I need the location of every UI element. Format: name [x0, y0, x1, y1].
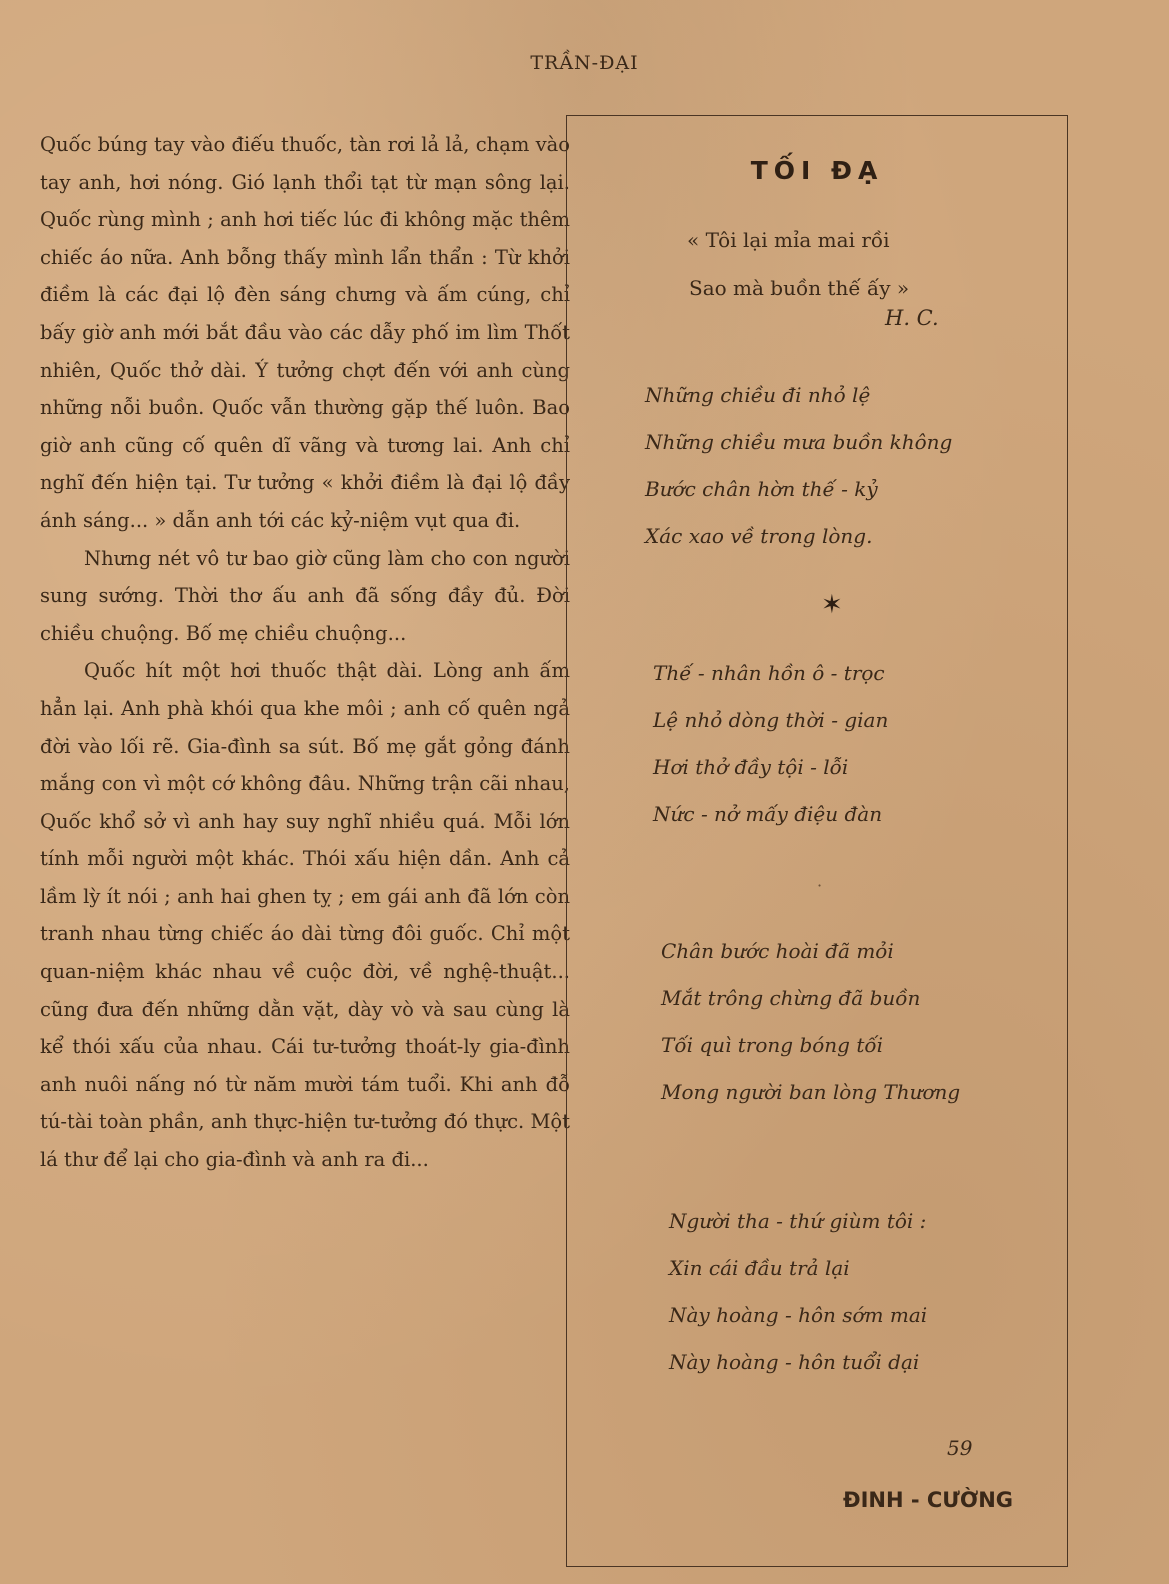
poem-line: Mắt trông chừng đã buồn — [661, 986, 921, 1010]
poem-line: Xác xao về trong lòng. — [645, 524, 873, 548]
poem-title: TỐI ĐẠ — [750, 156, 884, 185]
epigraph-author: H. C. — [885, 306, 939, 330]
epigraph-line: Sao mà buồn thế ấy » — [689, 276, 910, 300]
story-paragraph: Quốc hít một hơi thuốc thật dài. Lòng anh ấm hẳn lại. Anh phà khói qua khe môi ; anh cố quên ngả đời vào lối rẽ. Gia-đình sa sút. Bố mẹ gắt gỏng đánh mắng con vì một cớ không đâu. Những trận cãi nhau, Quốc khổ sở vì anh hay suy nghĩ nhiều quá. Mỗi lớn tính mỗi người một khác. Thói xấu hiện dần. Anh cả lầm lỳ ít nói ; anh hai ghen tỵ ; em gái anh đã lớn còn tranh nhau từng chiếc áo dài từng đôi guốc. Chỉ một quan-niệm khác nhau về cuộc đời, về nghệ-thuật... cũng đưa đến những dằn vặt, dày vò và sau cùng là kể thói xấu của nhau. Cái tư-tưởng thoát-ly gia-đình anh nuôi nấng nó từ năm mười tám tuổi. Khi anh đỗ tú-tài toàn phần, anh thực-hiện tư-tưởng đó thực. Một lá thư để lại cho gia-đình và anh ra đi... — [40, 659, 570, 1172]
poem-stanza-3 — [661, 928, 960, 1116]
epigraph-line: « Tôi lại mỉa mai rồi — [687, 228, 890, 252]
poem-line: Thế - nhân hồn ô - trọc — [653, 661, 885, 685]
poem-line: Bước chân hờn thế - kỷ — [645, 477, 878, 501]
story-paragraph: Nhưng nét vô tư bao giờ cũng làm cho con người sung sướng. Thời thơ ấu anh đã sống đầy đủ. Đời chiều chuộng. Bố mẹ chiều chuộng... — [40, 546, 570, 645]
poem-epigraph — [687, 216, 909, 312]
poem-line: Xin cái đầu trả lại — [669, 1256, 850, 1280]
poem-line: Những chiều mưa buồn không — [645, 430, 953, 454]
poem-stanza-1 — [645, 372, 952, 560]
poem-author: ĐINH - CƯỜNG — [843, 1488, 1014, 1512]
poem-line: Chân bước hoài đã mỏi — [661, 939, 894, 963]
star-separator: ✶ — [821, 590, 843, 620]
poem-line: Mong người ban lòng Thương — [661, 1080, 961, 1104]
poem-line: Lệ nhỏ dòng thời - gian — [653, 708, 889, 732]
dot-separator: · — [817, 876, 823, 895]
poem-line: Này hoàng - hôn sớm mai — [669, 1303, 928, 1327]
poem-line: Nức - nở mấy điệu đàn — [653, 802, 883, 826]
running-header: TRẦN-ĐẠI — [530, 52, 639, 74]
story-column — [40, 126, 570, 1179]
poem-line: Người tha - thứ giùm tôi : — [669, 1209, 927, 1233]
poem-box — [566, 115, 1068, 1567]
poem-stanza-4 — [669, 1198, 927, 1386]
poem-line: Tối quì trong bóng tối — [661, 1033, 884, 1057]
poem-line: Này hoàng - hôn tuổi dại — [669, 1350, 920, 1374]
page-number: 59 — [947, 1436, 973, 1460]
poem-line: Những chiều đi nhỏ lệ — [645, 383, 871, 407]
poem-line: Hơi thở đầy tội - lỗi — [653, 755, 849, 779]
story-paragraph: Quốc búng tay vào điếu thuốc, tàn rơi lả lả, chạm vào tay anh, hơi nóng. Gió lạnh thổi tạt từ mạn sông lại. Quốc rùng mình ; anh hơi tiếc lúc đi không mặc thêm chiếc áo nữa. Anh bỗng thấy mình lẩn thẩn : Từ khởi điềm là các đại lộ đèn sáng chưng và ấm cúng, chỉ bấy giờ anh mới bắt đầu vào các dẫy phố im lìm Thốt nhiên, Quốc thở dài. Ý tưởng chợt đến với anh cùng những nỗi buồn. Quốc vẫn thường gặp thế luôn. Bao giờ anh cũng cố quên dĩ vãng và tương lai. Anh chỉ nghĩ đến hiện tại. Tư tưởng « khởi điềm là đại lộ đầy ánh sáng... » dẫn anh tới các kỷ-niệm vụt qua đi. — [40, 133, 570, 532]
poem-stanza-2 — [653, 650, 888, 838]
